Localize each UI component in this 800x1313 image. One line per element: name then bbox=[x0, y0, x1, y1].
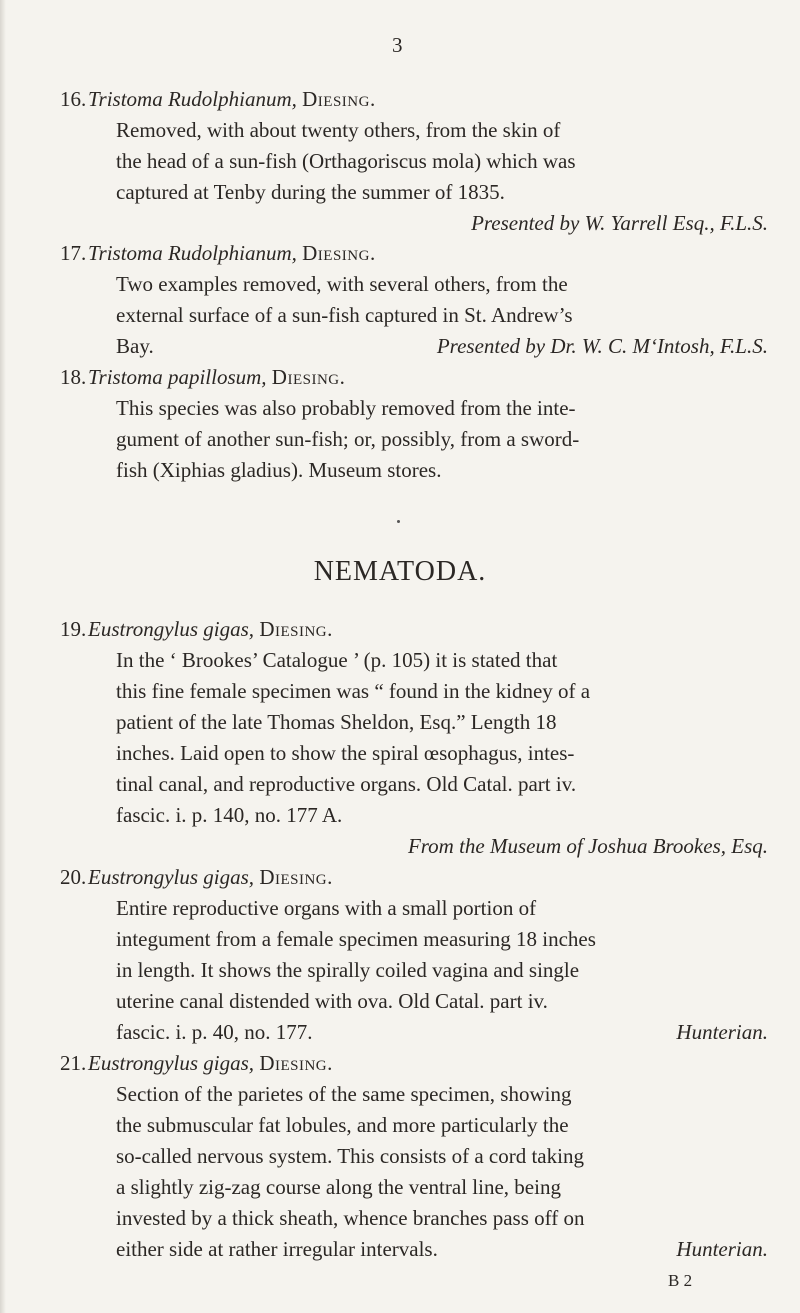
entry-line: fish (Xiphias gladius). Museum stores. bbox=[116, 458, 442, 482]
entry-line: fascic. i. p. 140, no. 177 A. bbox=[116, 803, 343, 827]
entry-line: the head of a sun-fish (Orthagoriscus mola) which was bbox=[116, 149, 576, 173]
entry-heading bbox=[88, 1048, 768, 1079]
entry-provenance: Hunterian. bbox=[676, 1020, 768, 1044]
entry-line bbox=[88, 1017, 768, 1048]
entry-line: captured at Tenby during the summer of 1835. bbox=[116, 180, 505, 204]
page-edge-shadow bbox=[0, 0, 6, 1313]
entry-number: 17. bbox=[60, 241, 87, 265]
entry-line-text: either side at rather irregular intervals. bbox=[116, 1237, 438, 1261]
entry-line: Section of the parietes of the same specimen, showing bbox=[116, 1082, 572, 1106]
catalogue-entry-16 bbox=[60, 84, 768, 239]
entry-provenance: From the Museum of Joshua Brookes, Esq. bbox=[407, 834, 768, 858]
entry-line: integument from a female specimen measuring 18 inches bbox=[116, 927, 596, 951]
entry-line bbox=[88, 1234, 768, 1265]
entry-provenance: Hunterian. bbox=[676, 1237, 768, 1261]
section-heading: NEMATODA. bbox=[313, 556, 487, 587]
taxon-author: Diesing. bbox=[259, 865, 333, 889]
entry-line: Entire reproductive organs with a small portion of bbox=[116, 896, 537, 920]
entry-number: 18. bbox=[60, 365, 87, 389]
entry-number: 19. bbox=[60, 617, 87, 641]
catalogue-entry-21 bbox=[60, 1048, 768, 1265]
taxon-author: Diesing. bbox=[271, 365, 346, 389]
entry-line: uterine canal distended with ova. Old Catal. part iv. bbox=[116, 989, 548, 1013]
taxon-author: Diesing. bbox=[302, 241, 376, 265]
catalogue-entry-19 bbox=[60, 614, 768, 862]
taxon-name: Tristoma papillosum, bbox=[88, 365, 267, 389]
taxon-name: Eustrongylus gigas, bbox=[88, 865, 255, 889]
entry-line: Removed, with about twenty others, from the skin of bbox=[116, 118, 561, 142]
entry-line: a slightly zig-zag course along the ventral line, being bbox=[116, 1175, 561, 1199]
entry-line: tinal canal, and reproductive organs. Old Catal. part iv. bbox=[116, 772, 577, 796]
entry-line: This species was also probably removed from the inte- bbox=[116, 396, 576, 420]
entry-line: invested by a thick sheath, whence branches pass off on bbox=[116, 1206, 585, 1230]
entry-line bbox=[88, 331, 768, 362]
entry-provenance: Presented by Dr. W. C. M‘Intosh, F.L.S. bbox=[436, 334, 768, 358]
entry-number: 20. bbox=[60, 865, 87, 889]
entry-line: In the ‘ Brookes’ Catalogue ’ (p. 105) it is stated that bbox=[116, 648, 558, 672]
entry-line: gument of another sun-fish; or, possibly, from a sword- bbox=[116, 427, 580, 451]
entry-line: patient of the late Thomas Sheldon, Esq.” Length 18 bbox=[116, 710, 557, 734]
taxon-author: Diesing. bbox=[259, 617, 333, 641]
entry-line-text: fascic. i. p. 40, no. 177. bbox=[116, 1020, 313, 1044]
taxon-author: Diesing. bbox=[259, 1051, 333, 1075]
entry-provenance: Presented by W. Yarrell Esq., F.L.S. bbox=[471, 211, 768, 235]
entry-line: the submuscular fat lobules, and more particularly the bbox=[116, 1113, 569, 1137]
decorative-dot bbox=[397, 520, 400, 523]
taxon-name: Tristoma Rudolphianum, bbox=[88, 241, 297, 265]
entry-line: this fine female specimen was “ found in the kidney of a bbox=[116, 679, 591, 703]
entry-line: external surface of a sun-fish captured in St. Andrew’s bbox=[116, 303, 573, 327]
entry-number: 21. bbox=[60, 1051, 87, 1075]
catalogue-entry-17 bbox=[60, 238, 768, 362]
taxon-name: Eustrongylus gigas, bbox=[88, 1051, 255, 1075]
entry-heading bbox=[88, 862, 768, 893]
taxon-name: Tristoma Rudolphianum, bbox=[88, 87, 297, 111]
signature-mark: B 2 bbox=[668, 1271, 693, 1290]
entry-heading bbox=[88, 238, 768, 269]
entry-heading bbox=[88, 614, 768, 645]
taxon-name: Eustrongylus gigas, bbox=[88, 617, 255, 641]
catalogue-entry-18 bbox=[60, 362, 768, 486]
entry-line: so-called nervous system. This consists of a cord taking bbox=[116, 1144, 584, 1168]
entry-line: inches. Laid open to show the spiral œsophagus, intes- bbox=[116, 741, 575, 765]
entry-line: in length. It shows the spirally coiled vagina and single bbox=[116, 958, 580, 982]
page-number: 3 bbox=[392, 33, 403, 57]
taxon-author: Diesing. bbox=[302, 87, 376, 111]
entry-heading bbox=[88, 84, 768, 115]
catalogue-entry-20 bbox=[60, 862, 768, 1048]
entry-line-text: Bay. bbox=[116, 334, 154, 358]
entry-number: 16. bbox=[60, 87, 87, 111]
entry-line: Two examples removed, with several others, from the bbox=[116, 272, 568, 296]
entry-heading bbox=[88, 362, 768, 393]
